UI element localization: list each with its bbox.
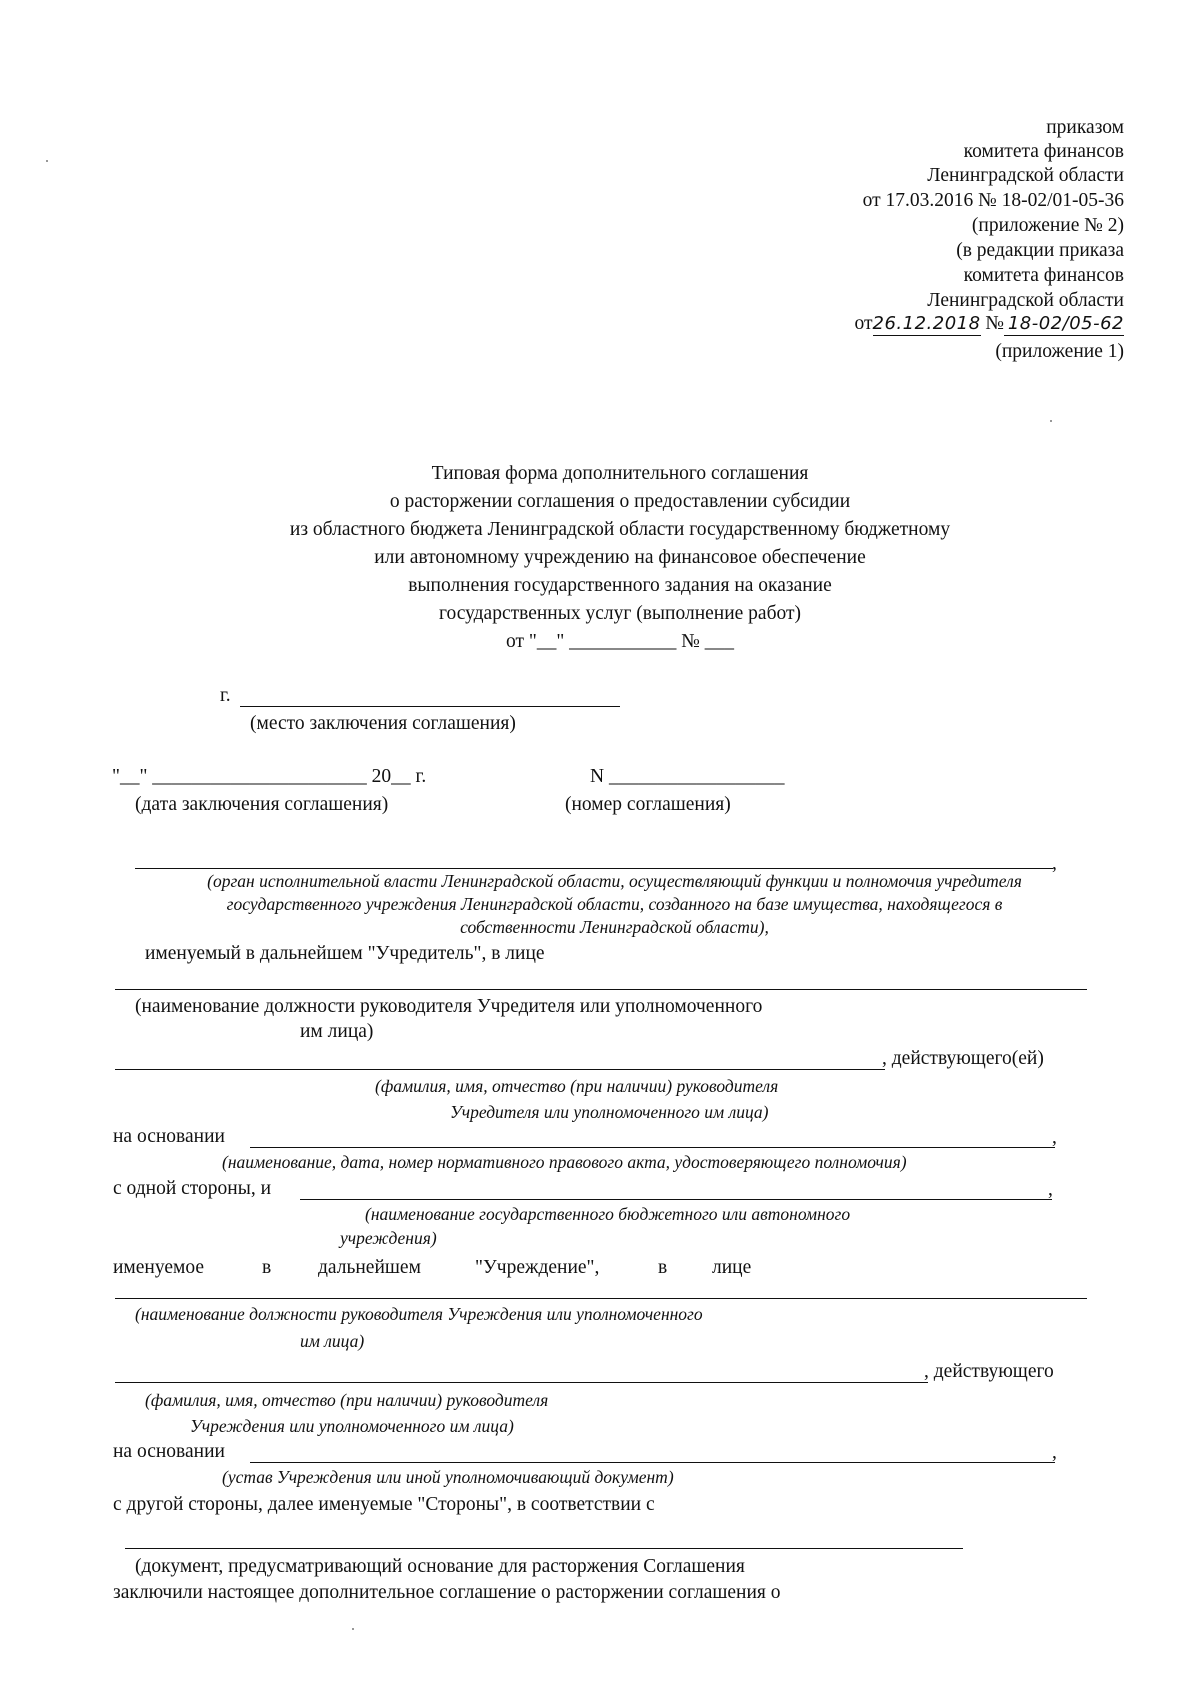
amendment-date-handwritten: 26.12.2018 <box>872 313 981 334</box>
title-line: государственных услуг (выполнение работ) <box>438 603 802 624</box>
institution-name-line <box>300 1199 1052 1200</box>
agreement-number-blank: N __________________ <box>590 766 785 787</box>
institution-head-position-line <box>115 1298 1087 1299</box>
institution-head-acting: , действующего <box>924 1361 1054 1382</box>
institution-name-caption: (наименование государственного бюджетного или автономного <box>365 1204 851 1224</box>
founder-head-position-line <box>115 989 1087 990</box>
institution-head-caption-line: (наименование должности руководителя Учреждения или уполномоченного <box>135 1304 703 1324</box>
institution-head-name-line <box>115 1382 928 1383</box>
place-prefix: г. <box>220 685 231 706</box>
document-basis-line <box>125 1548 963 1549</box>
header-line: (приложение № 2) <box>971 215 1124 236</box>
scan-speck <box>1050 420 1052 422</box>
amendment-prefix: от <box>854 313 873 334</box>
founder-caption-line: собственности Ленинградской области), <box>460 917 769 937</box>
scan-speck <box>46 160 48 162</box>
institution-named-word: лице <box>712 1257 752 1278</box>
header-line: комитета финансов <box>963 141 1124 162</box>
date-caption: (дата заключения соглашения) <box>135 794 389 815</box>
founder-head-name-caption: Учредителя или уполномоченного им лица) <box>450 1102 769 1122</box>
institution-named-word: именуемое <box>113 1257 204 1278</box>
number-caption: (номер соглашения) <box>565 794 731 815</box>
institution-head-name-caption: (фамилия, имя, отчество (при наличии) руководителя <box>145 1390 549 1410</box>
institution-name-caption: учреждения) <box>340 1228 437 1248</box>
founder-head-acting: , действующего(ей) <box>882 1048 1044 1069</box>
founder-named-text: именуемый в дальнейшем "Учредитель", в лице <box>145 943 545 964</box>
amendment-number-prefix: № <box>985 313 1004 334</box>
institution-named-word: в <box>658 1257 668 1278</box>
title-line: или автономному учреждению на финансовое обеспечение <box>374 547 866 568</box>
header-line: от 17.03.2016 № 18-02/01-05-36 <box>862 190 1124 211</box>
founder-head-name-caption: (фамилия, имя, отчество (при наличии) руководителя <box>375 1076 779 1096</box>
institution-head-caption-line: им лица) <box>300 1331 365 1351</box>
place-blank-line <box>240 706 620 707</box>
founder-end-mark: , <box>1052 853 1057 874</box>
founder-caption-line: государственного учреждения Ленинградской области, созданного на базе имущества, находящегося в <box>226 894 1003 914</box>
institution-head-name-caption: Учреждения или уполномоченного им лица) <box>190 1416 514 1436</box>
concluded-text: заключили настоящее дополнительное соглашение о расторжении соглашения о <box>113 1582 781 1603</box>
header-line: Ленинградской области <box>927 290 1124 311</box>
title-line: выполнения государственного задания на оказание <box>408 575 832 596</box>
founder-blank-line <box>135 868 1053 869</box>
founder-head-caption-line: им лица) <box>300 1021 374 1042</box>
amendment-number-handwritten: 18-02/05-62 <box>1004 313 1124 336</box>
one-side-end-mark: , <box>1048 1179 1053 1200</box>
header-line: комитета финансов <box>963 265 1124 286</box>
institution-basis-caption: (устав Учреждения или иной уполномочивающий документ) <box>222 1467 674 1487</box>
founder-caption-line: (орган исполнительной власти Ленинградской области, осуществляющий функции и полномочия учредителя <box>207 871 1022 891</box>
founder-head-name-line <box>115 1069 885 1070</box>
institution-basis-end-mark: , <box>1052 1442 1057 1463</box>
founder-basis-label: на основании <box>113 1126 225 1147</box>
header-line: (в редакции приказа <box>956 240 1124 261</box>
institution-named-word: "Учреждение", <box>475 1257 600 1278</box>
founder-basis-caption: (наименование, дата, номер нормативного правового акта, удостоверяющего полномочия) <box>222 1152 907 1172</box>
other-side-text: с другой стороны, далее именуемые "Стороны", в соответствии с <box>113 1494 655 1515</box>
document-basis-caption: (документ, предусматривающий основание для расторжения Соглашения <box>135 1556 745 1577</box>
title-line: из областного бюджета Ленинградской области государственному бюджетному <box>289 519 951 540</box>
institution-named-word: дальнейшем <box>318 1257 421 1278</box>
founder-basis-end-mark: , <box>1052 1127 1057 1148</box>
title-line: о расторжении соглашения о предоставлении субсидии <box>389 491 851 512</box>
institution-named-word: в <box>262 1257 272 1278</box>
founder-head-caption-line: (наименование должности руководителя Учредителя или уполномоченного <box>135 996 763 1017</box>
institution-basis-label: на основании <box>113 1441 225 1462</box>
header-line: приказом <box>1046 117 1124 138</box>
amendment-line <box>855 312 1125 336</box>
place-caption: (место заключения соглашения) <box>250 713 516 734</box>
title-date-number: от "__" ___________ № ___ <box>505 631 735 652</box>
one-side-label: с одной стороны, и <box>113 1178 272 1199</box>
founder-basis-line <box>250 1147 1055 1148</box>
title-line: Типовая форма дополнительного соглашения <box>431 463 809 484</box>
header-appendix: (приложение 1) <box>995 341 1124 362</box>
header-line: Ленинградской области <box>927 165 1124 186</box>
scan-speck <box>352 1628 354 1630</box>
institution-basis-line <box>250 1462 1055 1463</box>
agreement-date-blank: "__" ______________________ 20__ г. <box>112 766 427 787</box>
